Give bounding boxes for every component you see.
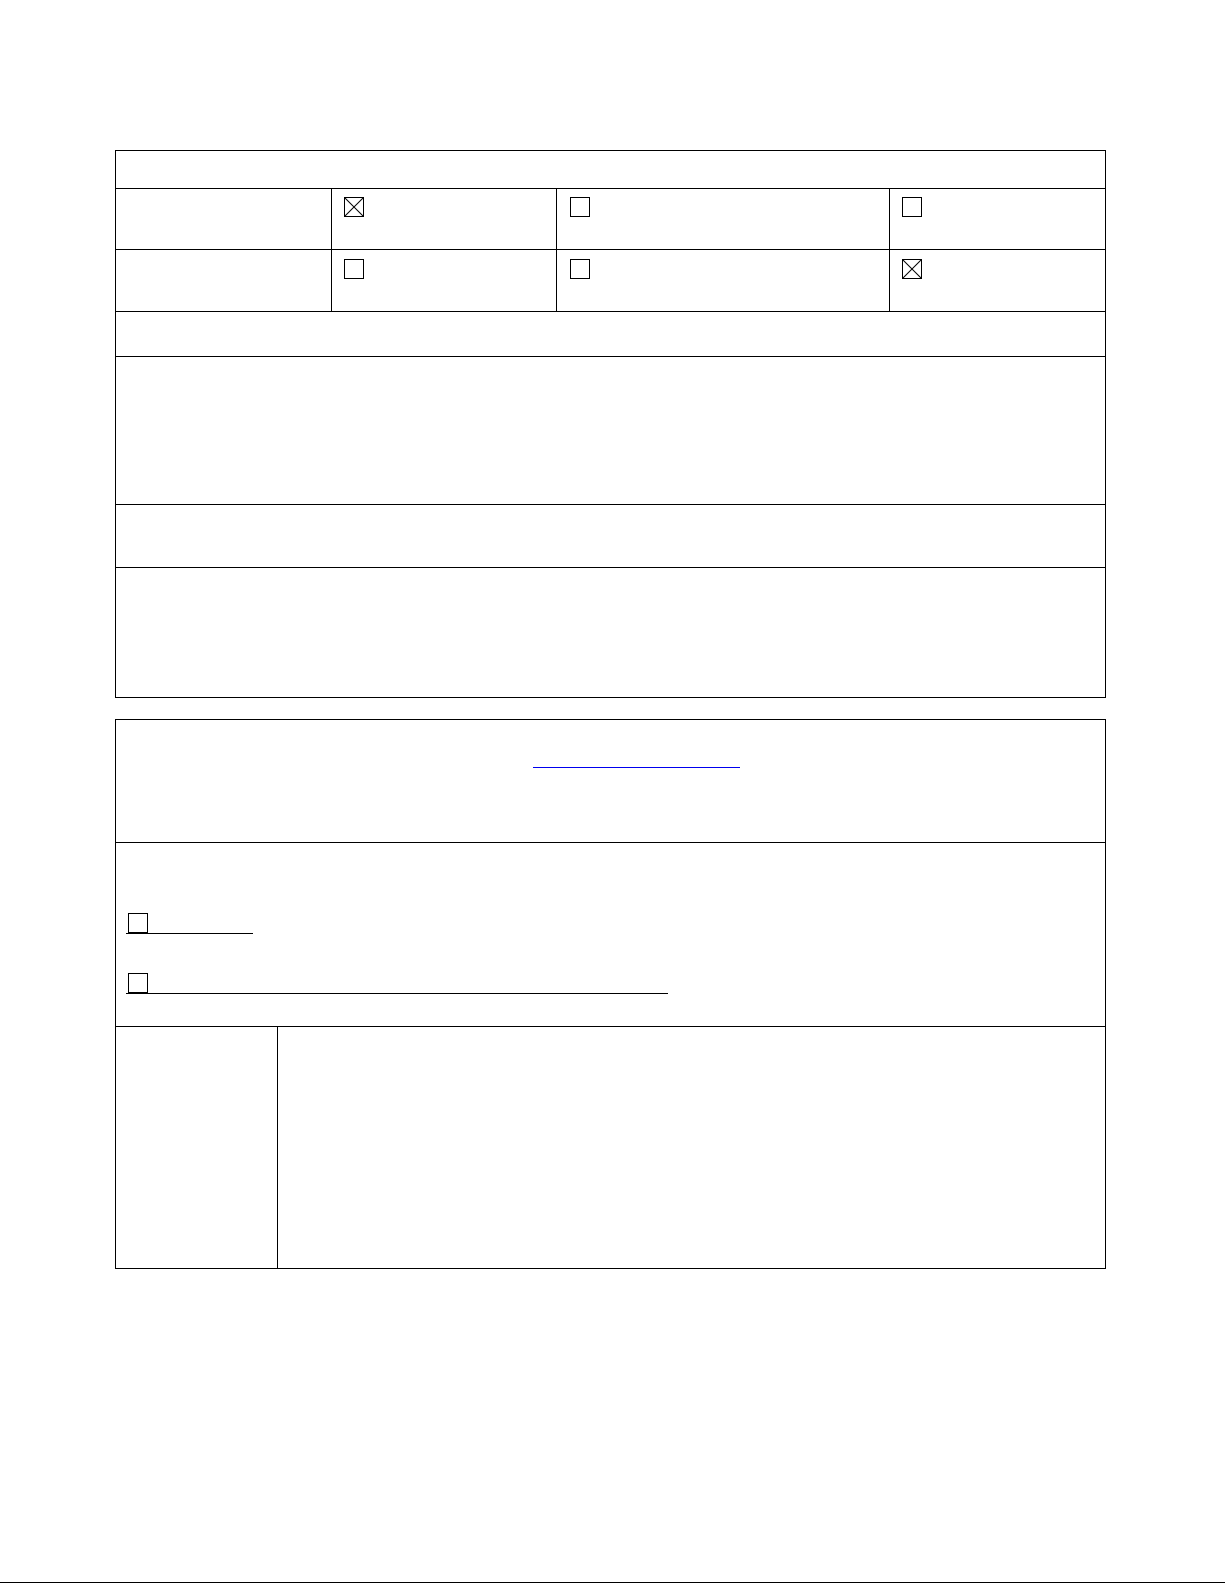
option1-underline — [126, 933, 253, 934]
option2-checkbox[interactable] — [128, 973, 148, 993]
row2-option1-checkbox[interactable] — [344, 259, 364, 279]
checked-x-icon — [345, 198, 363, 216]
bottom-form-row-divider-2 — [115, 1026, 1106, 1027]
bottom-form-row-divider-1 — [115, 842, 1106, 843]
option1-checkbox[interactable] — [128, 913, 148, 933]
page-bottom-rule — [0, 1582, 1225, 1583]
top-form-col-divider-3 — [889, 188, 890, 311]
top-form-row-divider-2 — [115, 249, 1106, 250]
top-form-row-divider-4 — [115, 356, 1106, 357]
row2-option2-checkbox[interactable] — [570, 259, 590, 279]
top-form-row-divider-3 — [115, 311, 1106, 312]
option2-underline — [126, 993, 668, 994]
row2-option3-checkbox[interactable] — [902, 259, 922, 279]
top-form-row-divider-5 — [115, 504, 1106, 505]
top-form-row-divider-6 — [115, 567, 1106, 568]
row1-option1-checkbox[interactable] — [344, 197, 364, 217]
top-form-col-divider-1 — [331, 188, 332, 311]
bottom-form-col-divider — [277, 1026, 278, 1269]
hyperlink[interactable] — [533, 767, 740, 768]
top-form-row-divider-1 — [115, 188, 1106, 189]
row1-option3-checkbox[interactable] — [902, 197, 922, 217]
top-form-box — [115, 150, 1106, 698]
checked-x-icon — [903, 260, 921, 278]
top-form-col-divider-2 — [556, 188, 557, 311]
bottom-form-box — [115, 719, 1106, 1269]
row1-option2-checkbox[interactable] — [570, 197, 590, 217]
